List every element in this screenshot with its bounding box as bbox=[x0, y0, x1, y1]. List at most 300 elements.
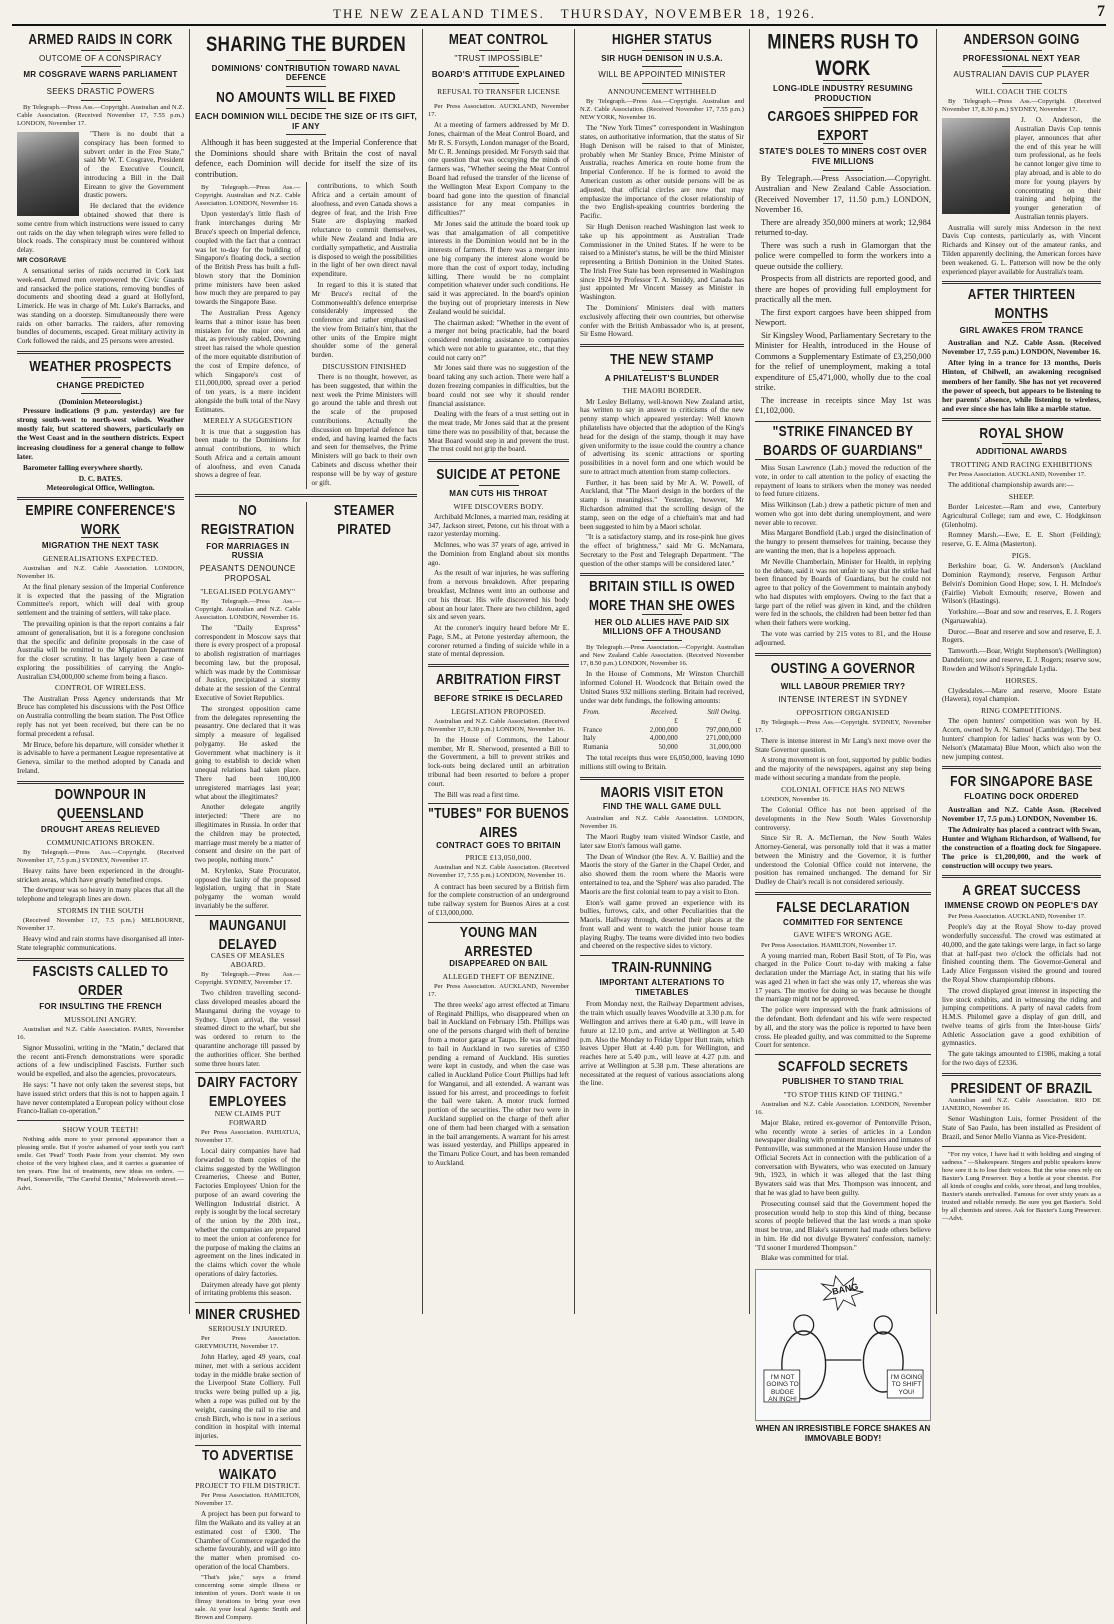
paragraph: There was such a rush in Glamorgan that the police were compelled to form the workers into a queue outside the colliery. bbox=[755, 240, 931, 271]
paragraph: The police were impressed with the frank admissions of the defendant. Both defendant and his wife were respected by all, and the story was the police is reported to have been cross. He pleaded guilty, and was committed to the Supreme Court for sentence. bbox=[755, 1006, 931, 1050]
dateline: By Telegraph.—Press Ass.—Copyright. Australian and N.Z. Cable Association. LONDON, November 16. bbox=[195, 184, 301, 208]
table-header: From. bbox=[583, 708, 601, 717]
paragraph: J. O. Anderson, the Australian Davis Cup tennis player, announces that after the end of this year he will turn professional, as he feels he cannot longer give time to play abroad, and is able to do more for young players by concentrating on their training and helping the younger generation of Australian tennis players. bbox=[1015, 116, 1101, 221]
advert-text: "That's jake," says a friend concerning some simple illness or intention of yours. Don't waste it on flimsy iterations to bring your own sale. At your local Agents: Smith and Brown and Company. bbox=[195, 1573, 301, 1621]
paragraph: In regard to this it is stated that Mr Bruce's recital of the Commonwealth's defence enterprise considerably impressed the conference and rather emphasised the view from Britain's hint, that the other units of the Empire might shoulder some of the general burden. bbox=[311, 280, 417, 360]
table-unit: £ bbox=[674, 716, 678, 725]
paragraph: The vote was carried by 215 votes to 81, and the House adjourned. bbox=[755, 630, 931, 647]
paragraph: As the result of war injuries, he was suffering from a nervous breakdown. After preparing breakfast, McInnes went into an outhouse and cut his throat. His wife discovered his body about an hour later. There are two children, aged six and seven years. bbox=[428, 569, 569, 622]
column-4 bbox=[575, 29, 750, 1314]
subheading: DOMINIONS' CONTRIBUTION TOWARD NAVAL DEFENCE bbox=[211, 63, 401, 83]
dateline: Australian and N.Z. Cable Association. LONDON, November 16. bbox=[580, 815, 744, 831]
headline: FOR SINGAPORE BASE bbox=[950, 772, 1093, 790]
paragraph: Dealing with the fears of a trust setting out in the meat trade, Mr Jones said that at the present time there was no possibility of that, because the Meat Board would step in and prevent the trust. The trust could not grip the board. bbox=[428, 410, 569, 454]
subheading: WIFE DISCOVERS BODY. bbox=[453, 501, 544, 511]
paragraph: A strong movement is on foot, supported by public bodies and the majority of the newspapers, against any step being made without securing a mandate from the people. bbox=[755, 756, 931, 783]
column-6 bbox=[937, 29, 1106, 1314]
dateline: By Telegraph.—Press Ass.—Copyright. Australian and N.Z. Cable Association. (Received November 17, 7.55 p.m.) NEW YORK, November 16. bbox=[580, 98, 744, 122]
table-unit-row bbox=[580, 717, 744, 726]
paragraph: The strongest opposition came from the delegates representing the peasantry. One declared that it was simply a measure of legalised polygamy. He asked the Government what machinery is it going to establish to decide when unequal relations had taken place. There had been 100,000 unregistered marriages last year; what about the illegitimates? bbox=[195, 704, 301, 801]
subheading: FLOATING DOCK ORDERED bbox=[964, 791, 1079, 801]
paragraph: The gate takings amounted to £1986, making a total for the two days of £2336. bbox=[942, 1050, 1101, 1067]
paragraph: The first export cargoes have been shipped from Newport. bbox=[755, 307, 931, 328]
table-header: Received. bbox=[650, 708, 678, 717]
paragraph: The crowd displayed great interest in inspecting the live stock exhibits, and in witnessing the riding and jumping competitions. A party of naval cadets from H.M.S. Philomel gave a display of gun drill, and twelve teams of girls from the Inter-house Girls' Athletic Association gave a good exhibition of gymnastics. bbox=[942, 986, 1101, 1048]
dateline: Per Press Association. HAMILTON, November 17. bbox=[195, 1492, 301, 1508]
subheading: SIR HUGH DENISON IN U.S.A. bbox=[601, 53, 723, 63]
subheading: GIRL AWAKES FROM TRANCE bbox=[959, 325, 1084, 335]
paragraph: A project has been put forward to film the Waikato and its valley at an estimated cost of £300. The Chamber of Commerce regarded the scheme favourably, and will go into the matter when promised co-operation of the local Chambers. bbox=[195, 1510, 301, 1572]
subheading: WILL BE APPOINTED MINISTER bbox=[598, 70, 726, 80]
crosshead: COLONIAL OFFICE HAS NO NEWS bbox=[781, 784, 905, 794]
dateline: Per Press Association. AUCKLAND, November 17. bbox=[948, 471, 1086, 479]
subheading: WILL COACH THE COLTS bbox=[975, 87, 1068, 97]
table-row bbox=[580, 726, 744, 735]
headline: TRAIN-RUNNING bbox=[611, 958, 713, 976]
headline: BRITAIN STILL IS OWED MORE THAN SHE OWES bbox=[588, 577, 736, 614]
paragraph: McInnes, who was 37 years of age, arrived in the Dominion from England about six months ago. bbox=[428, 541, 569, 567]
subheading: BOARD'S ATTITUDE EXPLAINED bbox=[431, 70, 566, 80]
subheading: CHANGE PREDICTED bbox=[56, 380, 145, 390]
headline: MAUNGANUI DELAYED bbox=[209, 916, 287, 952]
article-maunganui bbox=[195, 916, 301, 1069]
paragraph: Archibald McInnes, a married man, residing at 347, Jackson street, Petone, cut his throat with a razor yesterday morning. bbox=[428, 512, 569, 539]
article-anderson-going bbox=[942, 32, 1101, 276]
subheading: THE MAORI BORDER. bbox=[622, 386, 702, 396]
war-debt-table bbox=[580, 708, 744, 751]
headline: SCAFFOLD SECRETS bbox=[777, 1057, 909, 1075]
paragraph: The Maori Rugby team visited Windsor Castle, and later saw Eton's famous wall game. bbox=[580, 833, 744, 850]
paragraph: At a meeting of farmers addressed by Mr D. Jones, chairman of the Meat Control Board, and Mr R. S. Forsyth, London manager of the Board, Mr C. R. Jennings presided. Mr Forsyth said that one question that was occupying the minds of farmers was, "Whether seeing the Meat Control Board had refused the transfer of the license of the Wellington Meat Export Company to the board had gone into the question of financial assistance for any meat companies in difficulties?" bbox=[428, 121, 569, 218]
table-unit: £ bbox=[737, 716, 741, 725]
paragraph: In the House of Commons, Mr Winston Churchill informed Colonel H. Woodcock that Britain owed the United States 932 millions sterling. Britain had received, under war debt fundings, the following amounts: bbox=[580, 670, 744, 705]
headline: SUICIDE AT PETONE bbox=[436, 465, 561, 483]
subheading: MUSSOLINI ANGRY. bbox=[64, 1014, 137, 1024]
headline: DOWNPOUR IN QUEENSLAND bbox=[54, 784, 147, 821]
headline: AFTER THIRTEEN MONTHS bbox=[967, 285, 1076, 322]
columns bbox=[12, 29, 1106, 1621]
article-president-brazil bbox=[942, 1078, 1101, 1223]
headline: YOUNG MAN ARRESTED bbox=[459, 922, 538, 959]
dateline: Australian and N.Z. Cable Association. PARIS, November 16. bbox=[17, 1025, 184, 1041]
article-downpour bbox=[17, 784, 184, 953]
subheading: ANNOUNCEMENT WITHHELD bbox=[607, 87, 717, 97]
paragraph: Miss Margaret Bondfield (Lab.) urged the disinclination of the hungry to present themselves for training, because they are wanting the men, that is a hopeless approach. bbox=[755, 529, 931, 555]
headline: MINERS RUSH TO WORK bbox=[767, 29, 919, 80]
paragraph: Sir Hugh Denison reached Washington last week to take up his appointment as Australian Trade Commissioner in the United States. If he were to be raised to a Minister's status, he will be the third Minister representing a British Dominion in the United States. The Irish Free State has been represented in Washington since 1924 by Professor T. A. Smiddy, and Canada has just appointed Mr Vincent Massey as Minister in Washington. bbox=[580, 222, 744, 302]
paragraph: He declared that the evidence obtained showed that there is some centre from which instructions were issued to carry out raids on the day when telegraph wires were felled to block roads. The conspiracy must be countered without delay. bbox=[17, 202, 184, 255]
subheadline: NO AMOUNTS WILL BE FIXED bbox=[216, 88, 396, 106]
dateline: Australian and N.Z. Cable Association. RIO DE JANEIRO, November 16. bbox=[942, 1097, 1101, 1113]
paragraph: The prevailing opinion is that the report contains a fair amount of generalisation, but it is a foregone conclusion that the specific and definite proposals in the case of Australia will be remitted to the Migration Department for the closer scrutiny. It has largely been a case of exploring the possibilities of carrying the Anglo-Australian £34,000,000 scheme from being a fiasco. bbox=[17, 619, 184, 681]
paragraph: The Australian Press Agency learns that a minor issue has been mistaken for the major one, and that, as previously cabled, Downing street has raised the whole question of the more equitable distribution of the cost of Empire defence, of which Singapore's cost of £11,000,000, spread over a period of ten years, is a mere incident alongside the bulk total of the Navy Estimates. bbox=[195, 309, 301, 414]
subheading: PROFESSIONAL NEXT YEAR bbox=[962, 53, 1081, 63]
paragraph: He says: "I have not only taken the severest steps, but have issued strict orders that this is not to happen again. I have never contemplated a European policy without close Franco-Italian co-operation." bbox=[17, 1081, 184, 1116]
table-cell: Italy bbox=[583, 734, 596, 743]
advert-text: "For my voice, I have had it with holding and singing of sadness." —Shakespeare. Singers and public speakers know how sore it is to lose their voices. But the wise ones rely on Baxter's Lung Preserver. Buy a bottle at your chemist. For all kinds of coughs and colds, sore throat, and lung troubles, Baxter's stands unrivalled. Famous for over sixty years as a trusted and reliable remedy. Be sure you get Baxter's. Sold by all chemists and stores. Ask for Baxter's Lung Preserver.—Advt. bbox=[942, 1150, 1101, 1223]
subheading: AUSTRALIAN DAVIS CUP PLAYER bbox=[953, 70, 1090, 80]
paragraph: The open hunters' competition was won by H. Acorn, owned by A. N. Samuel (Cambridge). The best hunters' champion for ladies' hacks was won by O. Nelson's (Matamata) Blue Moon, which also won the new jumping contest. bbox=[942, 717, 1101, 761]
paragraph: The downpour was so heavy in many places that all the telephone and telegraph lines are down. bbox=[17, 886, 184, 904]
crosshead: DISCUSSION FINISHED bbox=[322, 361, 407, 371]
subheading: EACH DOMINION WILL DECIDE THE SIZE OF ITS GIFT, IF ANY bbox=[195, 111, 417, 131]
subheading: PRICE £13,050,000. bbox=[465, 853, 532, 863]
paragraph: The increase in receipts since May 1st was £1,102,000. bbox=[755, 395, 931, 416]
subheading: CASES OF MEASLES ABOARD. bbox=[210, 951, 285, 970]
paragraph: Signor Mussolini, writing in the "Matin," declared that the recent anti-French demonstrations were sporadic actions of a few undisciplined Fascists. Further such would be expelled, and also the agencies, provocateurs. bbox=[17, 1043, 184, 1079]
table-row bbox=[580, 734, 744, 743]
crosshead: SHEEP. bbox=[1008, 491, 1035, 501]
paragraph: There is intense interest in Mr Lang's next move over the State Governor question. bbox=[755, 736, 931, 754]
crosshead: "STRIKE FINANCED BY BOARDS OF GUARDIANS" bbox=[763, 422, 923, 458]
article-britain-owed bbox=[580, 577, 744, 771]
paragraph: John Harley, aged 49 years, coal miner, met with a serious accident today in the middle brake section of the Liverpool State Colliery. Full trucks were being pulled up a jig, when a rope was pulled out by the weight, causing the rail to rise and crush Birch, who is now in a serious condition in hospital with internal injuries. bbox=[195, 1353, 301, 1441]
article-no-registration bbox=[195, 501, 301, 910]
headline: FALSE DECLARATION bbox=[776, 898, 910, 916]
subheading: FOR MARRIAGES IN RUSSIA bbox=[206, 541, 290, 561]
article-ousting-governor bbox=[755, 658, 931, 887]
headline: ARBITRATION FIRST bbox=[436, 670, 561, 688]
headline: SHARING THE BURDEN bbox=[206, 32, 406, 57]
table-header-row bbox=[580, 708, 744, 717]
subheading: LONG-IDLE INDUSTRY RESUMING PRODUCTION bbox=[772, 84, 914, 104]
cartoon-illustration bbox=[755, 1269, 931, 1421]
paragraph: contributions, to which South Africa and a certain amount of aloofness, and even Canada shows a degree of fear, and the Irish Free State are displaying marked reluctance to commit themselves, while New Zealand and India are cordially sympathetic, and Australia is disposed to weigh the possibilities in the light of her own direct naval expenditure. bbox=[311, 182, 417, 279]
paragraph: The Australian Press Agency understands that Mr Bruce has completed his discussions with the Post Office on Australia controlling the beam station. The Post Office reply has not yet been received, but there can be no formal precedent a refusal. bbox=[17, 694, 184, 738]
subheading: "LEGALISED POLYGAMY" bbox=[200, 586, 296, 596]
table-cell: 50,000 bbox=[658, 742, 678, 751]
crosshead: STORMS IN THE SOUTH bbox=[57, 905, 144, 915]
dateline: Australian and N.Z. Cable Association. (Received November 17, 7.55 p.m.) LONDON, November 16. bbox=[428, 864, 569, 880]
paragraph: It is true that a suggestion has been made to the Dominions for annual contributions, to which South Africa and a certain amount of aloofness, and even Canada shows a degree of fear. bbox=[195, 427, 301, 480]
dateline: By Telegraph.—Press Ass.—Copyright. Australian and N.Z. Cable Association. LONDON, November 16. bbox=[195, 597, 301, 621]
headline: ARMED RAIDS IN CORK bbox=[28, 30, 173, 48]
subheading: IMMENSE CROWD ON PEOPLE'S DAY bbox=[944, 900, 1099, 910]
headline: NO REGISTRATION bbox=[201, 501, 295, 538]
article-scaffold-secrets bbox=[755, 1059, 931, 1263]
headline: THE NEW STAMP bbox=[610, 350, 714, 368]
dateline: Australian and N.Z. Cable Association. (Received November 17, 8.30 p.m.) LONDON, November 16. bbox=[428, 717, 569, 733]
subheading: A PHILATELIST'S BLUNDER bbox=[604, 373, 720, 383]
paragraph: After lying in a trance for 13 months, Doris Hinton, of Chilwell, an awakening recognised members of her family. She has not yet recovered the power of speech, but appears to be listening to her parents' absence, while listening to wireless, and ever since she has lain like a marble statue. bbox=[942, 358, 1101, 413]
article-arbitration bbox=[428, 672, 569, 799]
column-3 bbox=[423, 29, 575, 1314]
paragraph: Blake was committed for trial. bbox=[761, 1254, 849, 1263]
article-suicide-petone bbox=[428, 467, 569, 659]
table-cell: 797,000,000 bbox=[706, 725, 741, 734]
paragraph: Sir Kingsley Wood, Parliamentary Secretary to the Minister for Health, introduced in the House of Commons a Supplementary Estimate of £3,250,000 for the relief of unemployment, making a total expenditure of £5,471,000, wholly due to the coal strike. bbox=[755, 330, 931, 393]
headline: OUSTING A GOVERNOR bbox=[770, 658, 916, 677]
paragraph: Heavy rains have been experienced in the drought-stricken areas, which have greatly benefited crops. bbox=[17, 866, 184, 884]
dateline: LONDON, November 16. bbox=[761, 795, 830, 803]
headline: ROYAL SHOW bbox=[979, 423, 1064, 442]
dateline: Per Press Association. AUCKLAND, November 17. bbox=[428, 982, 569, 998]
paragraph: Mr Lesley Bellamy, well-known New Zealand artist, has written to say in answer to criticisms of the new penny stamp which appeared yesterday: Well known philatelists have objected that the adoption of the King's head for the design of the stamp, though it may have given uniformity to the issue could the country a chance of advertising its scenic attractions or sporting possibilities in a novel form and one which would be sure to attract much attention from stamp collectors. bbox=[580, 397, 744, 476]
masthead bbox=[12, 4, 1106, 26]
headline: STEAMER PIRATED bbox=[333, 501, 395, 538]
article-higher-status bbox=[580, 32, 744, 339]
subheading: "TO STOP THIS KIND OF THING." bbox=[783, 1089, 903, 1099]
table-cell: 2,000,000 bbox=[649, 725, 678, 734]
masthead-title: THE NEW ZEALAND TIMES. THURSDAY, NOVEMBER 18, 1926. bbox=[333, 6, 816, 22]
subheading: WILL LABOUR PREMIER TRY? bbox=[780, 682, 906, 692]
advert-heading: SHOW YOUR TEETH! bbox=[62, 1125, 139, 1135]
article-great-success bbox=[942, 883, 1101, 1068]
paragraph: Dairymen already have got plenty of irritating problems this season. bbox=[195, 1280, 301, 1298]
source-line: (Dominion Meteorologist.) bbox=[58, 397, 143, 407]
paragraph: Miss Wilkinson (Lab.) drew a pathetic picture of men and women who got into debt during unemployment, and were never able to recover. bbox=[755, 501, 931, 527]
article-train-running bbox=[580, 960, 744, 1088]
headline: TO ADVERTISE WAIKATO bbox=[201, 1446, 294, 1483]
table-header: Still Owing. bbox=[707, 708, 741, 717]
cartoon-right-speech: I'M GOING TO SHIFT YOU! bbox=[890, 1374, 923, 1396]
headline: A GREAT SUCCESS bbox=[962, 881, 1081, 899]
paragraph: Local dairy companies have had forwarded to them copies of the claims suggested by the Wellington Creameries, Cheese and Butter, Factories Employees' Union for the purpose of an award covering the Wellington Industrial district. A reply is sought by the local secretary of the union by the 20th inst., whether the companies are prepared to meet the union at conference for the purpose of making the claims an agreement on the lines indicated in the claims which cover the whole operations of dairy factories. bbox=[195, 1146, 301, 1278]
subheading: COMMUNICATIONS BROKEN. bbox=[46, 837, 155, 847]
paragraph: Mr Jones said the attitude the board took up was that amalgamation of all competitive interests in the Dominion would not be in the interests of farmers. If there was a merger into one big company the interest alone would be more than the cost of export today, including killing. There would be no complaint competition whatever under such conditions. He said it was appreciated. In the board's opinion the buying out of proprietary interests in New Zealand would be suicidal. bbox=[428, 219, 569, 316]
column-1 bbox=[12, 29, 190, 1314]
paragraph: The additional championship awards are:— bbox=[948, 481, 1074, 490]
table-cell: France bbox=[583, 725, 603, 734]
headline: EMPIRE CONFERENCE'S WORK bbox=[25, 501, 176, 537]
article-empire-conference bbox=[17, 501, 184, 776]
article-miner-crushed bbox=[195, 1307, 301, 1441]
paragraph: Prospects from all districts are reported good, and there are hopes of providing full employment for practically all the men. bbox=[755, 274, 931, 305]
paragraph: Duroc.—Boar and reserve and sow and reserve, E. J. Rogers. bbox=[942, 627, 1101, 645]
table-unit bbox=[580, 717, 628, 726]
cartoon-boom-text: BANG bbox=[831, 1281, 860, 1297]
paragraph: Senor Washington Luis, former President of the State of Sao Paulo, has been installed as President of Brazil, and Senor Mello Vianna as Vice-President. bbox=[942, 1115, 1101, 1142]
paragraph: Two children travelling second-class developed measles aboard the Maunganui during the voyage to Sydney. Upon arrival, the vessel steamed direct to the wharf, but she was ordered to return to the quarantine anchorage till passed by the authorities officer. She berthed some three hours later. bbox=[195, 989, 301, 1068]
paragraph: Since Sir R. A. McTiernan, the New South Wales Attorney-General, was personally told that it was a matter between the Ministry and the Governor, it is further understood the Colonial Office could not intervene, the position has remained unchanged. The demand for Sir Dudley de Chair's recall is not considered seriously. bbox=[755, 834, 931, 887]
paragraph: Major Blake, retired ex-governor of Pentonville Prison, who recently wrote a series of articles in a London newspaper dealing with prominent murderers and inmates of Pentonville, was summoned at the Mansion House under the Official Secrets Act in connection with the publication of a conversation with Bywaters, who was executed on January 9th, 1923, in which it was alleged that the last thing Bywaters said was that Mrs. Thompson was innocent, and that he was glad to have been guilty. bbox=[755, 1118, 931, 1197]
article-young-man bbox=[428, 922, 569, 1168]
paragraph: There is no thought, however, as has been suggested, that within the next week the Prime Ministers will go around the table and thresh out the scale of the proposed contributions. Actually the discussion on Imperial defence has ended, and having learned the facts and seen for themselves, the Prime Ministers will go back to their own Cabinets and discuss whether their response will be by way of gesture or gift. bbox=[311, 373, 417, 487]
subheadline: CARGOES SHIPPED FOR EXPORT bbox=[767, 107, 919, 144]
article-singapore-base bbox=[942, 774, 1101, 870]
subheading: GENERALISATIONS EXPECTED. bbox=[42, 553, 159, 563]
article-steamer-pirated bbox=[312, 501, 418, 538]
subheading: IMPORTANT ALTERATIONS TO TIMETABLES bbox=[599, 977, 725, 997]
dateline: By Telegraph.—Press Ass.—Copyright. SYDNEY, November 17. bbox=[755, 718, 931, 734]
subheading: CONTRACT GOES TO BRITAIN bbox=[436, 840, 561, 850]
dateline: By Telegraph.—Press Ass.—Copyright. SYDNEY, November 17. bbox=[195, 971, 301, 987]
crosshead: CONTROL OF WIRELESS. bbox=[55, 683, 146, 693]
article-weather bbox=[17, 359, 184, 492]
table-cell: 31,000,000 bbox=[709, 742, 741, 751]
paragraph: Romney Marsh.—Ewe, E. E. Short (Feilding); reserve, G. E. Alma (Masterton). bbox=[942, 531, 1101, 549]
dateline: Per Press Association. AUCKLAND, November 17. bbox=[428, 103, 569, 119]
subheading: MIGRATION THE NEXT TASK bbox=[41, 540, 160, 550]
headline: HIGHER STATUS bbox=[611, 30, 713, 48]
paragraph: The total receipts thus were £6,050,000, leaving 1090 millions still owing to Britain. bbox=[580, 754, 744, 771]
advert-text: Nothing adds more to your personal appearance than a pleasing smile. But if you're ashamed of your teeth you can't smile. Get 'Pearl' Tooth Paste from your chemist. My own choice of the very highest class, and it carries a guarantee of ten years. Fine list of treatments, new ideas on orders. — Pearl, Somerville, "The Careful Dentist," Molesworth street.—Advt. bbox=[17, 1136, 184, 1192]
paragraph: There are already 350,000 miners at work; 12,984 returned to-day. bbox=[755, 217, 931, 238]
page-number: 7 bbox=[1097, 3, 1106, 21]
headline: MINER CRUSHED bbox=[195, 1305, 301, 1323]
article-false-declaration bbox=[755, 900, 931, 1050]
column-2 bbox=[190, 29, 423, 1621]
article-thirteen-months bbox=[942, 285, 1101, 413]
article-dairy bbox=[195, 1073, 301, 1298]
article-maoris-eton bbox=[580, 782, 744, 952]
paragraph: The three weeks' ago arrest effected at Timaru of Reginald Phillips, who disappeared when on bail in Auckland on February 15th. Phillips was one of the persons charged with theft of benzine from a motor garage at Taupo. He was admitted to bail in Auckland in two sureties of £350 pending a remand of Auckland. His sureties were kept in custody, and when the case was called in Auckland Police Court Phillips had left for Wanganui, and all extended. A warrant was issued for his arrest, and proceedings to forfeit the bail were taken. A motor truck formed portion of the securities. The other two were in Auckland supplied on the charge of theft after one of them had been charged with a sensation in the bail arrangements. A warrant for his arrest was issued yesterday, and Phillips appeared in the Timaru Police Court, and has been remanded to Auckland. bbox=[428, 1000, 569, 1167]
table-cell: Rumania bbox=[583, 742, 609, 751]
paragraph: In the House of Commons, the Labour member, Mr R. Sherwood, presented a Bill to the Government, a bill to prevent strikes and lock-outs being declared until an arbitration tribunal had been resorted to before a proper court. bbox=[428, 735, 569, 788]
headline: PRESIDENT OF BRAZIL bbox=[950, 1078, 1093, 1097]
paragraph: A young married man, Robert Basil Stott, of Te Pio, was charged in the Police Court to-day with making a false declaration under the Marriage Act, in stating that his wife was aged 21 when in fact she was only 17, whereas she was 17 years. The motive for doing so was because he thought the marriage might not be approved. bbox=[755, 951, 931, 1004]
article-meat-control bbox=[428, 32, 569, 454]
paragraph: The "Daily Express" correspondent in Moscow says that there is every prospect of a proposal to abolish registration of marriages becoming law, but the proposal, which was made by the Commissar of Justice, precipitated a stormy debate at the session of the Central Executive of Soviet Republics. bbox=[195, 623, 301, 703]
dateline: By Telegraph.—Press Ass.—Copyright. Australian and N.Z. Cable Association. (Received November 17, 7.55 p.m.) LONDON, November 17. bbox=[17, 103, 184, 127]
subheading: GAVE WIFE'S WRONG AGE. bbox=[793, 930, 893, 940]
table-row bbox=[580, 743, 744, 752]
headline: MAORIS VISIT ETON bbox=[600, 782, 724, 801]
subheading: PEASANTS DENOUNCE PROPOSAL bbox=[199, 564, 296, 583]
intro-paragraph: Although it has been suggested at the Imperial Conference that the Dominions should share with Britain the cost of naval defence, each Dominion will decide for itself the size of its contribution. bbox=[195, 138, 417, 179]
paragraph: Mr Neville Chamberlain, Minister for Health, in replying to the debate, said it was not unfair to say that the strike had been financed by Boards of Guardians, but he could not agree to that policy of the Government to maintain anybody who had disputes with employers. Owing to the fact that a large part of the relief was given in kind, and the children were fed in the schools, the children had been better fed than when their fathers were working. bbox=[755, 557, 931, 628]
cosgrave-portrait-photo bbox=[17, 132, 79, 216]
cartoon-caption: WHEN AN IRRESISTIBLE FORCE SHAKES AN IMMOVABLE BODY! bbox=[755, 1424, 931, 1443]
subheading: PROJECT TO FILM DISTRICT. bbox=[195, 1481, 301, 1491]
cartoon-left-speech: I'M NOT GOING TO BUDGE AN INCH! bbox=[766, 1374, 799, 1403]
paragraph: The Dean of Windsor (the Rev. A. V. Baillie) and the Maoris the story of the Garter in the Chapel Order, and also showed them the room where the Maoris were entertained to tea, and the 'Sphere' was also paraded. The Maoris are the first colonial team to pay a visit to Eton. bbox=[580, 852, 744, 896]
subheading: STATE'S DOLES TO MINERS COST OVER FIVE MILLIONS bbox=[759, 147, 927, 166]
paragraph: Further, it has been said by Mr A. W. Powell, of Auckland, that "The Maori design in the borders of the stamp is meaningless." Yesterday, however, Mr Richardson admitted that the scrolling design of the stamp, seen on the edge of a chieftain's mat and had been suggested to him by a Maori scholar. bbox=[580, 478, 744, 531]
column-2-lower-right bbox=[306, 502, 418, 1624]
subheading: ADDITIONAL AWARDS bbox=[975, 447, 1068, 457]
paragraph: Mr Bruce, before his departure, will consider whether it is advisable to have a permanent League representative at Geneva, similar to the method adopted by Canada and Ireland. bbox=[17, 740, 184, 775]
table-cell: 271,000,000 bbox=[706, 734, 741, 743]
headline: WEATHER PROSPECTS bbox=[29, 357, 172, 375]
column-2-lower bbox=[195, 502, 417, 1624]
paragraph: "There is no doubt that a conspiracy has been formed to subvert order in the Free State," said Mr W. T. Cosgrave, President of the Executive Council, introducing a Bill in the Dail Eireann to give the Government drastic powers. bbox=[84, 129, 184, 200]
crosshead: HORSES. bbox=[1005, 675, 1038, 685]
paragraph: Upon yesterday's little flash of frank interchanges during Mr Bruce's speech on Imperial defence, coupled with the fact that a contract was let to-day for the building of Singapore's floating dock, a section of the British Press has built a full-blown story that the Dominion prime ministers have been asked how much they are prepared to pay towards the Singapore Base. bbox=[195, 210, 301, 307]
subheading: COMMITTED FOR SENTENCE bbox=[783, 917, 903, 927]
paragraph: The Admiralty has placed a contract with Swan, Hunter and Wigham Richardson, of Wallsend, for the construction of a floating dock for Singapore. The price is £1,200,000, and the work of construction will occupy two years. bbox=[942, 824, 1101, 870]
headline: MEAT CONTROL bbox=[448, 30, 549, 48]
subheading: MR COSGRAVE WARNS PARLIAMENT bbox=[23, 70, 178, 80]
signature: D. C. BATES. bbox=[78, 473, 123, 483]
article-armed-raids bbox=[17, 32, 184, 346]
paragraph: Prosecuting counsel said that the Government hoped the prosecution would help to stop this kind of thing, because scores of people believed that the last words a man spoke must be true, and Blake's statement had made others believe in him. He did not divulge Bywaters' confession, namely: "I'd sooner I murdered Thompson." bbox=[755, 1199, 931, 1252]
subheading: DROUGHT AREAS RELIEVED bbox=[40, 824, 161, 834]
paragraph: Eton's wall game proved an experience with its bullies, furrows, calx, and other Peculiarities that the Maoris. Halfway through, deserted their places at the front wall and went to watch the junior house team playing Rugby. The teams were divided into two bodies and cheered on the respective sides to victory. bbox=[580, 898, 744, 951]
subheading: ALLEGED THEFT OF BENZINE. bbox=[442, 971, 555, 981]
dateline: By Telegraph.—Press Association.—Copyright. Australian and New Zealand Cable Association. (Received November 17, 11.50 p.m.) LONDON, November 16. bbox=[755, 173, 931, 215]
paragraph: Clydesdales.—Mare and reserve, Moore Estate (Hawera), royal champion. bbox=[942, 686, 1101, 704]
table-cell: 4,000,000 bbox=[649, 734, 678, 743]
paragraph: The chairman asked: "Whether in the event of a merger not being practicable, had the board considered rendering assistance to companies which were not able to guarantee, etc., that they could not carry on?" bbox=[428, 318, 569, 362]
subheading: BEFORE STRIKE IS DECLARED bbox=[434, 693, 563, 703]
photo-caption: MR COSGRAVE bbox=[17, 256, 67, 264]
column-5 bbox=[750, 29, 937, 1443]
dateline: Per Press Association. PAHIATUA, November 17. bbox=[195, 1128, 301, 1144]
subheading: DISAPPEARED ON BAIL bbox=[449, 958, 548, 968]
paragraph: "It is a satisfactory stamp, and its rose-pink hue gives the effect of brightness," said Mr G. McNamara, Secretary to the Post and Telegraph Department. "The question of the other stamps will be considered later." bbox=[580, 533, 744, 568]
paragraph: A contract has been secured by a British firm for the complete construction of an underground tube railway system for Buenos Aires at a cost of £13,000,000. bbox=[428, 882, 569, 917]
office-line: Meteorological Office, Wellington. bbox=[46, 482, 155, 492]
masthead-date: THURSDAY, NOVEMBER 18, 1926. bbox=[560, 6, 816, 22]
article-fascists bbox=[17, 962, 184, 1193]
paragraph: From Monday next, the Railway Department advises, the train which usually leaves Woodville at 3.30 p.m. for Wellington and arrives there at 6.40 p.m., will leave in future at 12.10 p.m., and arrive at Wellington at 5.40 p.m. Also the Monday to Friday Upper Hutt train, which leaves Upper Hutt at 4.40 p.m. for Wellington, and reaches here at 5.40 p.m., will leave at 4.27 p.m. and arrive at Wellington at 5.38 p.m. These alterations are necessitated at the request of various associations along the line. bbox=[580, 1000, 744, 1088]
paragraph: A sensational series of raids occurred in Cork last week-end. Armed men overpowered the Civic Guards and ransacked the police stations, removing bundles of documents and shooting dead a guard at Hollyford, Limerick. He was in charge of Mt. Luke's Barracks, and was standing on a doorstep. Simultaneously there were raids on other barracks. The raiders, after removing bundles of documents, escaped. Great military activity in Cork followed the raids, and 25 persons were arrested. bbox=[17, 266, 184, 346]
article-waikato bbox=[195, 1446, 301, 1622]
paragraph: The Dominions' Ministers deal with matters exclusively affecting their own countries, but otherwise confer with the British Ambassador who is, at present, Sir Esme Howard. bbox=[580, 303, 744, 339]
dateline: Australian and N.Z. Cable Assn. (Received November 17, 7.55 p.m.) LONDON, November 16. bbox=[942, 338, 1101, 357]
crosshead: RING COMPETITIONS. bbox=[981, 706, 1062, 716]
headline: FASCISTS CALLED TO ORDER bbox=[32, 962, 169, 998]
paragraph: The "New York Times'" correspondent in Washington states, on authoritative information, that the status of Sir Hugh Denison will be raised to that of Minister, probably when Mr Stanley Bruce, Prime Minister of Australia, reaches America en route home from the Imperial Conference. If he is formed to avoid the American custom as other outside persons will be as adjusted, that official circles are now that may emphasize the importance of the closer relationship of the two English-speaking countries bordering the Pacific. bbox=[580, 124, 744, 221]
paragraph: M. Krylenko, State Procurator, opposed the laxity of the proposed legislation, urging that in State polygamy the woman would invariably be the sufferer. bbox=[195, 866, 301, 910]
dateline: Per Press Association. AUCKLAND, November 17. bbox=[948, 913, 1086, 921]
paragraph: Heavy wind and rain storms have disorganised all inter-State telegraphic communications. bbox=[17, 935, 184, 952]
paragraph: Berkshire boar, G. W. Anderson's (Auckland Dominion Raymond); reserve, Ferguson Arthur Belvin's Dominion Good Hope; sow, I. H. McIndoe's (Fairlie) Viebolt Exmouth; reserve, Bowen and Wilson's (Hastings). bbox=[942, 562, 1101, 606]
article-sharing-burden bbox=[195, 32, 417, 489]
subheading: PUBLISHER TO STAND TRIAL bbox=[782, 1076, 904, 1086]
subheading: TROTTING AND RACING EXHIBITIONS bbox=[950, 460, 1093, 470]
subheading: "TRUST IMPOSSIBLE" bbox=[454, 53, 543, 63]
article-royal-show bbox=[942, 423, 1102, 762]
article-miners-rush bbox=[755, 29, 931, 648]
subheading: MAN CUTS HIS THROAT bbox=[449, 488, 548, 498]
paragraph: The Colonial Office has not been apprised of the developments in the New South Wales Governorship controversy. bbox=[755, 806, 931, 832]
subheading: NEW CLAIMS PUT FORWARD bbox=[214, 1108, 281, 1127]
anderson-portrait-photo bbox=[942, 118, 1010, 214]
subheading: FIND THE WALL GAME DULL bbox=[602, 802, 722, 812]
crosshead: PIGS. bbox=[1011, 551, 1032, 561]
subheading: SEEKS DRASTIC POWERS bbox=[46, 87, 155, 97]
subheading: LEGISLATION PROPOSED. bbox=[451, 706, 546, 716]
article-tubes bbox=[428, 804, 569, 917]
dateline: Australian and N.Z. Cable Association. LONDON, November 16. bbox=[17, 564, 184, 580]
crosshead: MERELY A SUGGESTION bbox=[203, 416, 293, 426]
paragraph: Border Leicester.—Ram and ewe, Canterbury Agricultural College; ram and ewe, C. Hodgkinson (Glenholm). bbox=[942, 503, 1101, 529]
subheading: SERIOUSLY INJURED. bbox=[208, 1323, 288, 1333]
headline: ANDERSON GOING bbox=[963, 30, 1080, 48]
paragraph: At the coroner's inquiry heard before Mr E. Page, S.M., at Petone yesterday afternoon, the coroner returned a finding of suicide while in a state of mental depression. bbox=[428, 624, 569, 659]
dateline: Per Press Association. GREYMOUTH, November 17. bbox=[195, 1335, 301, 1351]
dateline: Australian and N.Z. Cable Assn. (Received November 17, 7.5 p.m.) LONDON, November 16. bbox=[942, 804, 1101, 823]
paragraph: Mr Jones said there was no suggestion of the board taking any such action. There were half a dozen freezing companies in difficulties, but the board could not see why it should render financial assistance. bbox=[428, 364, 569, 408]
dateline: By Telegraph.—Press Ass.—Copyright. (Received November 17, 8.30 p.m.) SYDNEY, November 17. bbox=[942, 98, 1101, 114]
headline: DAIRY FACTORY EMPLOYEES bbox=[197, 1073, 299, 1110]
paragraph: Miss Susan Lawrence (Lab.) moved the reduction of the vote, in order to call attention to the policy of exacting the repayment of loans to strikers when the money was needed to feed future citizens. bbox=[755, 463, 931, 499]
dateline: By Telegraph.—Press Ass.—Copyright. (Received November 17, 7.5 p.m.) SYDNEY, November 17. bbox=[17, 848, 184, 864]
two-column-body bbox=[195, 182, 417, 489]
subheading: FOR INSULTING THE FRENCH bbox=[39, 1001, 162, 1011]
dateline: Australian and N.Z. Cable Association. LONDON, November 16. bbox=[755, 1100, 931, 1116]
paragraph: People's day at the Royal Show to-day proved wonderfully successful. The crowd was estimated at 40,000, and the gate takings were large, in fact so large that at half-past two o'clock the officials had not finished counting them. The Governor-General and Lady Alice Fergusson visited the ground and toured the Royal Show championship ribbons. bbox=[942, 923, 1101, 984]
subheading: INTENSE INTEREST IN SYDNEY bbox=[778, 694, 908, 704]
dateline: (Received November 17, 7.5 p.m.) MELBOURNE, November 17. bbox=[17, 917, 184, 933]
subheading: HER OLD ALLIES HAVE PAID SIX MILLIONS OFF A THOUSAND bbox=[594, 617, 730, 637]
article-new-stamp bbox=[580, 352, 744, 568]
paragraph: Pressure indications (9 p.m. yesterday) are for strong south-west to north-west winds. Weather mostly fair, but scattered showers, particularly on the West Coast and in the southern districts. Expect increasing cloudiness for a general change to follow later. bbox=[17, 406, 184, 461]
dateline: By Telegraph.—Press Association.—Copyright. Australian and New Zealand Cable Association. (Received November 17, 8.50 p.m.) LONDON, November 16. bbox=[580, 644, 744, 668]
paragraph: Barometer falling everywhere shortly. bbox=[23, 462, 143, 472]
paragraph: Tamworth.—Boar, Wright Stephenson's (Wellington) Dandelion; sow and reserve, E. J. Rogers; reserve sow, Rowden and Wilson's Springdale Lydia. bbox=[942, 647, 1102, 673]
paragraph: Australia will surely miss Anderson in the next Davis Cup contests, particularly as, with Vincent Richards and Kinsey out of the amateur ranks, and Tilden apparently declining, the American forces have been weakened. G. L. Patterson will now be the only experienced player available for Australia's team. bbox=[942, 223, 1101, 276]
subheading: OUTCOME OF A CONSPIRACY bbox=[39, 53, 162, 63]
paragraph: Another delegate angrily interjected: "There are no illegitimates in Russia. In order that the children may be protected, marriage must merely be a matter of consent and desire on the part of two people, nothing more." bbox=[195, 803, 301, 865]
paragraph: At the final plenary session of the Imperial Conference it is expected that the passing of the Migration Committee's report, which will deal with group settlement and the training of settlers, will take place. bbox=[17, 582, 184, 618]
subheading: OPPOSITION ORGANISED bbox=[796, 707, 890, 717]
dateline: Per Press Association. HAMILTON, November 17. bbox=[761, 941, 897, 949]
paragraph: Yorkshire.—Boar and sow and reserves, E. J. Rogers (Ngaruawahia). bbox=[942, 608, 1101, 625]
paragraph: The Bill was read a first time. bbox=[434, 790, 520, 799]
